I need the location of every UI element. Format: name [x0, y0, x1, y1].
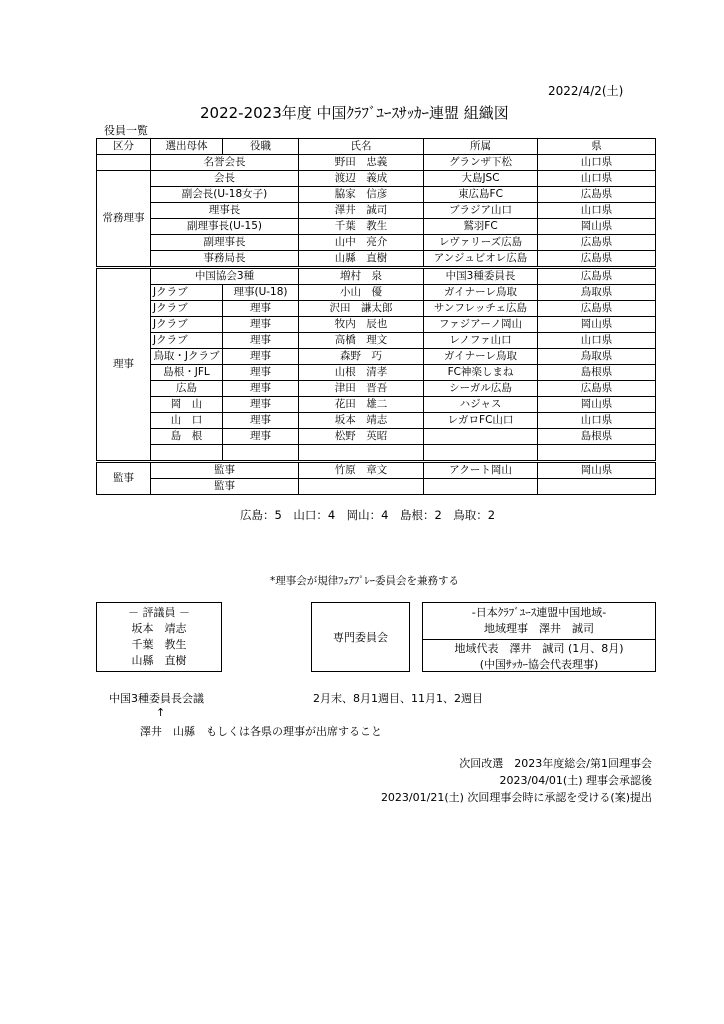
- prefecture-cell: [538, 445, 656, 462]
- category-cell: [97, 155, 151, 171]
- name-cell: 脇家 信彦: [299, 187, 424, 203]
- table-row: [97, 413, 656, 429]
- table-row: [97, 155, 656, 171]
- prefecture-cell: 広島県: [538, 381, 656, 397]
- body-cell: [151, 445, 223, 462]
- header-body: 選出母体: [151, 139, 223, 155]
- specialist-committee-box: [311, 602, 410, 672]
- body-cell: 岡 山: [151, 397, 223, 413]
- name-cell: 小山 優: [299, 285, 424, 301]
- name-cell: 澤井 誠司: [299, 203, 424, 219]
- affiliation-cell: グランザ下松: [424, 155, 538, 171]
- position-cell: 名誉会長: [151, 155, 299, 171]
- affiliation-cell: FC神楽しまね: [424, 365, 538, 381]
- region-title: -日本ｸﾗﾌﾞﾕｰｽ連盟中国地域-: [471, 606, 607, 619]
- table-row: [97, 445, 656, 462]
- category-cell: 監事: [97, 462, 151, 495]
- table-row: [97, 203, 656, 219]
- document-date: 2022/4/2(土): [548, 84, 624, 98]
- prefecture-cell: 山口県: [538, 203, 656, 219]
- prefecture-cell: 島根県: [538, 429, 656, 445]
- councilors-box: [96, 602, 222, 672]
- name-cell: 松野 英昭: [299, 429, 424, 445]
- name-cell: 千葉 教生: [299, 219, 424, 235]
- body-cell: Jクラブ: [151, 333, 223, 349]
- position-cell: 中国協会3種: [151, 268, 299, 285]
- body-cell: Jクラブ: [151, 301, 223, 317]
- position-cell: 理事(U-18): [223, 285, 299, 301]
- table-header-row: [97, 139, 656, 155]
- name-cell: 増村 泉: [299, 268, 424, 285]
- affiliation-cell: [424, 429, 538, 445]
- name-cell: 沢田 謙太郎: [299, 301, 424, 317]
- table-row: [97, 187, 656, 203]
- position-cell: 事務局長: [151, 251, 299, 268]
- position-cell: 理事: [223, 381, 299, 397]
- name-cell: 花田 雄二: [299, 397, 424, 413]
- meeting-attendance: 澤井 山縣 もしくは各県の理事が出席すること: [140, 725, 382, 738]
- affiliation-cell: シーガル広島: [424, 381, 538, 397]
- page-title: 2022-2023年度 中国ｸﾗﾌﾞﾕｰｽｻｯｶｰ連盟 組織図: [200, 104, 509, 122]
- header-affiliation: 所属: [424, 139, 538, 155]
- prefecture-cell: 岡山県: [538, 462, 656, 479]
- committee-note: *理事会が規律ﾌｪｱﾌﾟﾚｰ委員会を兼務する: [270, 575, 459, 587]
- table-row: [97, 381, 656, 397]
- table-row: [97, 397, 656, 413]
- affiliation-cell: レノファ山口: [424, 333, 538, 349]
- affiliation-cell: 中国3種委員長: [424, 268, 538, 285]
- name-cell: [299, 479, 424, 495]
- name-cell: 牧内 辰也: [299, 317, 424, 333]
- region-representative: 地域代表 澤井 誠司 (1月、8月): [423, 639, 655, 657]
- position-cell: 理事: [223, 365, 299, 381]
- name-cell: 山中 亮介: [299, 235, 424, 251]
- position-cell: 理事: [223, 429, 299, 445]
- category-cell: 理事: [97, 268, 151, 462]
- specialist-committee-label: 専門委員会: [333, 631, 388, 644]
- name-cell: 高橋 理文: [299, 333, 424, 349]
- affiliation-cell: [424, 445, 538, 462]
- position-cell: 副会長(U-18女子): [151, 187, 299, 203]
- position-cell: 理事長: [151, 203, 299, 219]
- name-cell: 森野 巧: [299, 349, 424, 365]
- prefecture-cell: 山口県: [538, 413, 656, 429]
- name-cell: 坂本 靖志: [299, 413, 424, 429]
- table-row: [97, 349, 656, 365]
- affiliation-cell: 鷲羽FC: [424, 219, 538, 235]
- table-row: [97, 365, 656, 381]
- position-cell: 理事: [223, 413, 299, 429]
- table-row: [97, 251, 656, 268]
- name-cell: 津田 晋吾: [299, 381, 424, 397]
- table-row: [97, 317, 656, 333]
- prefecture-summary: 広島：5 山口：4 岡山：4 島根：2 鳥取：2: [240, 508, 496, 522]
- region-director: 地域理事 澤井 誠司: [484, 622, 594, 635]
- affiliation-cell: レガロFC山口: [424, 413, 538, 429]
- table-row: [97, 285, 656, 301]
- name-cell: 野田 忠義: [299, 155, 424, 171]
- councilors-title: － 評議員 －: [128, 606, 190, 619]
- body-cell: Jクラブ: [151, 317, 223, 333]
- body-cell: 広島: [151, 381, 223, 397]
- affiliation-cell: アクート岡山: [424, 462, 538, 479]
- header-prefecture: 県: [538, 139, 656, 155]
- table-row: [97, 479, 656, 495]
- table-row: [97, 429, 656, 445]
- prefecture-cell: 広島県: [538, 235, 656, 251]
- footer-submission: 2023/01/21(土) 次回理事会時に承認を受ける(案)提出: [380, 791, 652, 804]
- regional-federation-box: [422, 602, 656, 672]
- position-cell: 会長: [151, 171, 299, 187]
- header-category: 区分: [97, 139, 151, 155]
- councilor-name: 千葉 教生: [131, 638, 187, 651]
- table-row: [97, 219, 656, 235]
- table-row: [97, 301, 656, 317]
- prefecture-cell: 岡山県: [538, 397, 656, 413]
- affiliation-cell: アンジュビオレ広島: [424, 251, 538, 268]
- officer-list-heading: 役員一覧: [104, 124, 148, 137]
- affiliation-cell: サンフレッチェ広島: [424, 301, 538, 317]
- meeting-schedule: 2月末、8月1週目、11月1、2週目: [313, 692, 483, 705]
- prefecture-cell: 山口県: [538, 171, 656, 187]
- body-cell: 鳥取・Jクラブ: [151, 349, 223, 365]
- affiliation-cell: [424, 479, 538, 495]
- body-cell: 山 口: [151, 413, 223, 429]
- position-cell: 理事: [223, 301, 299, 317]
- body-cell: 島 根: [151, 429, 223, 445]
- prefecture-cell: [538, 479, 656, 495]
- name-cell: 渡辺 義成: [299, 171, 424, 187]
- officer-table: [96, 138, 656, 495]
- affiliation-cell: ガイナーレ鳥取: [424, 349, 538, 365]
- prefecture-cell: 岡山県: [538, 317, 656, 333]
- prefecture-cell: 山口県: [538, 155, 656, 171]
- header-position: 役職: [223, 139, 299, 155]
- position-cell: [223, 445, 299, 462]
- position-cell: 理事: [223, 349, 299, 365]
- affiliation-cell: ファジアーノ岡山: [424, 317, 538, 333]
- body-cell: 島根・JFL: [151, 365, 223, 381]
- position-cell: 監事: [151, 479, 299, 495]
- position-cell: 理事: [223, 333, 299, 349]
- prefecture-cell: 山口県: [538, 333, 656, 349]
- name-cell: 山縣 直樹: [299, 251, 424, 268]
- prefecture-cell: 広島県: [538, 268, 656, 285]
- prefecture-cell: 鳥取県: [538, 285, 656, 301]
- affiliation-cell: ガイナーレ鳥取: [424, 285, 538, 301]
- up-arrow-icon: ↑: [156, 706, 166, 719]
- footer-approval: 2023/04/01(土) 理事会承認後: [499, 774, 652, 787]
- name-cell: [299, 445, 424, 462]
- affiliation-cell: 東広島FC: [424, 187, 538, 203]
- prefecture-cell: 島根県: [538, 365, 656, 381]
- header-name: 氏名: [299, 139, 424, 155]
- affiliation-cell: 大島JSC: [424, 171, 538, 187]
- table-row: [97, 235, 656, 251]
- table-row: [97, 171, 656, 187]
- footer-next-election: 次回改選 2023年度総会/第1回理事会: [459, 757, 652, 770]
- position-cell: 理事: [223, 397, 299, 413]
- prefecture-cell: 鳥取県: [538, 349, 656, 365]
- councilor-name: 坂本 靖志: [131, 622, 187, 635]
- table-row: [97, 268, 656, 285]
- region-representative-note: (中国ｻｯｶｰ協会代表理事): [479, 658, 599, 671]
- prefecture-cell: 広島県: [538, 251, 656, 268]
- category-cell: 常務理事: [97, 171, 151, 268]
- table-row: [97, 462, 656, 479]
- body-cell: Jクラブ: [151, 285, 223, 301]
- position-cell: 副理事長: [151, 235, 299, 251]
- prefecture-cell: 広島県: [538, 301, 656, 317]
- prefecture-cell: 広島県: [538, 187, 656, 203]
- position-cell: 副理事長(U-15): [151, 219, 299, 235]
- name-cell: 竹原 章文: [299, 462, 424, 479]
- prefecture-cell: 岡山県: [538, 219, 656, 235]
- affiliation-cell: ハジャス: [424, 397, 538, 413]
- position-cell: 監事: [151, 462, 299, 479]
- affiliation-cell: レヴァリーズ広島: [424, 235, 538, 251]
- meeting-label: 中国3種委員長会議: [109, 692, 204, 705]
- affiliation-cell: ブラジア山口: [424, 203, 538, 219]
- position-cell: 理事: [223, 317, 299, 333]
- councilor-name: 山縣 直樹: [131, 654, 187, 667]
- name-cell: 山根 清孝: [299, 365, 424, 381]
- table-row: [97, 333, 656, 349]
